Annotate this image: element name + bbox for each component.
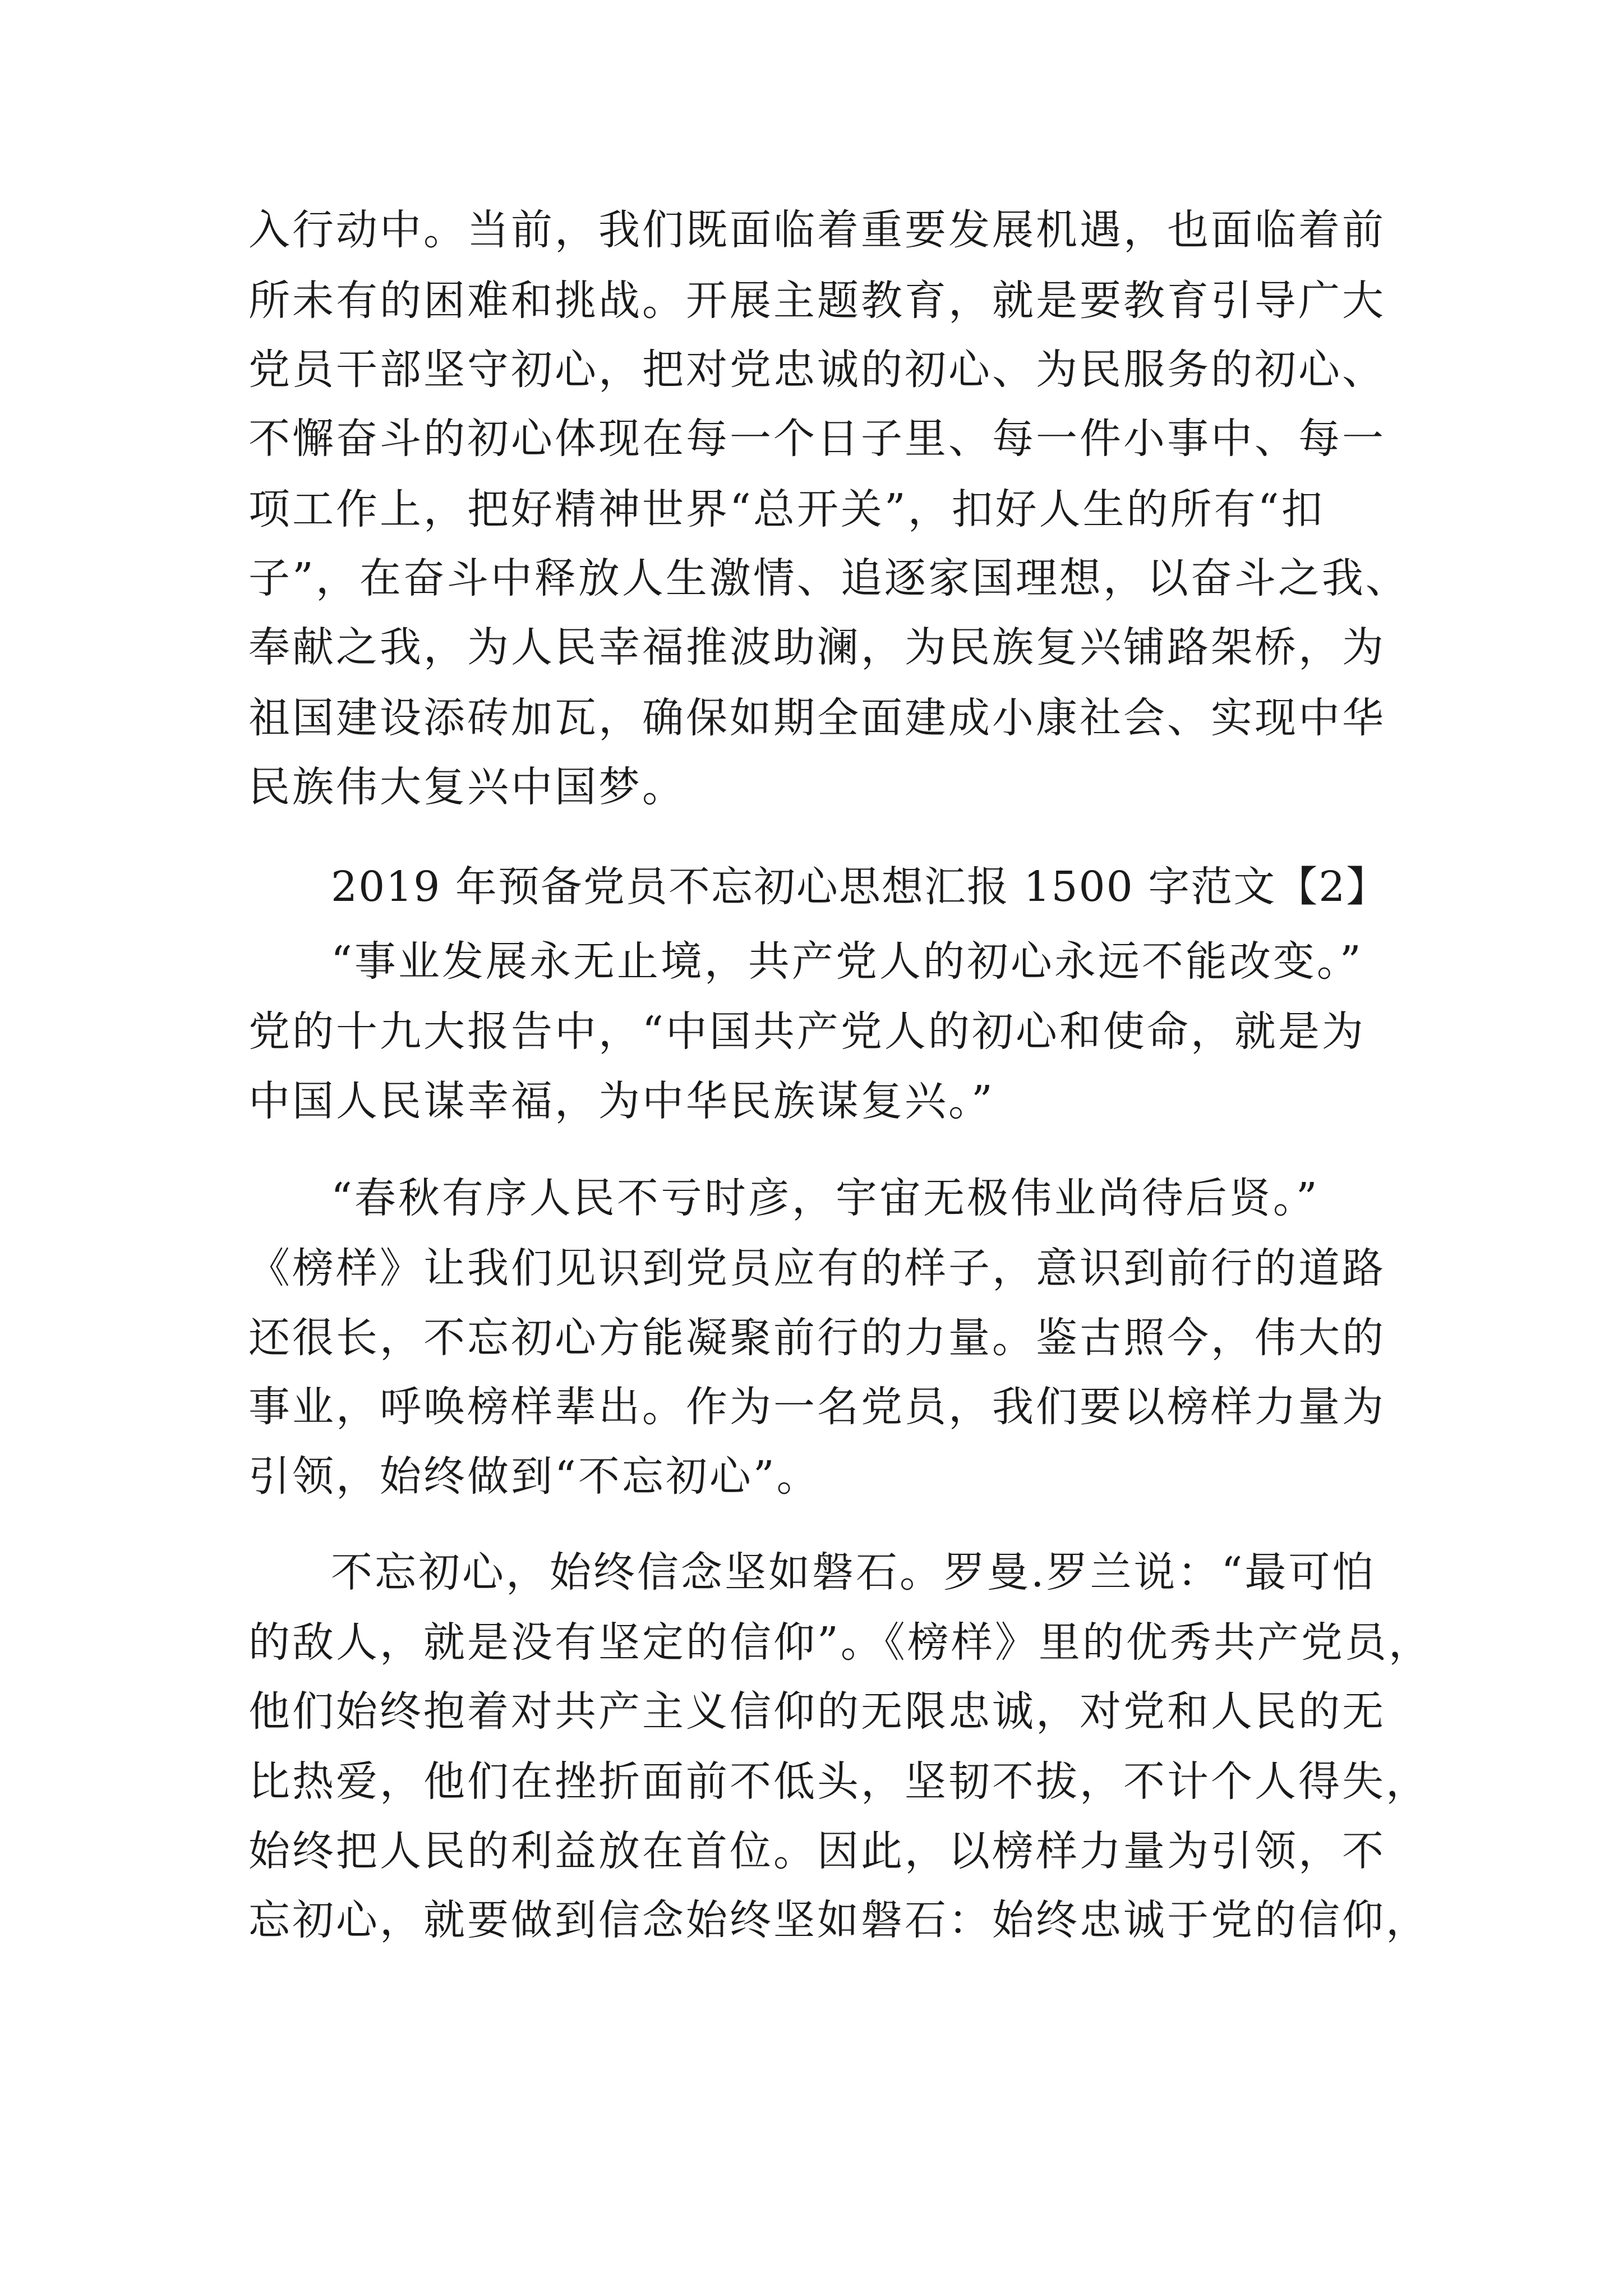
- text-line: 民族伟大复兴中国梦。: [248, 763, 686, 811]
- text-line: 党员干部坚守初心，把对党忠诚的初心、为民服务的初心、: [248, 346, 1386, 394]
- text-line: 祖国建设添砖加瓦，确保如期全面建成小康社会、实现中华: [248, 694, 1386, 742]
- text-line: 入行动中。当前，我们既面临着重要发展机遇，也面临着前: [248, 206, 1386, 254]
- text-line: 《榜样》让我们见识到党员应有的样子，意识到前行的道路: [248, 1244, 1386, 1292]
- text-line: 项工作上，把好精神世界“总开关”，扣好人生的所有“扣: [248, 485, 1325, 533]
- text-line: 不懈奋斗的初心体现在每一个日子里、每一件小事中、每一: [248, 415, 1386, 463]
- text-line: 他们始终抱着对共产主义信仰的无限忠诚，对党和人民的无: [248, 1687, 1386, 1736]
- text-line: 奉献之我，为人民幸福推波助澜，为民族复兴铺路架桥，为: [248, 623, 1386, 671]
- text-line: 所未有的困难和挑战。开展主题教育，就是要教育引导广大: [248, 277, 1386, 325]
- text-line: 还很长，不忘初心方能凝聚前行的力量。鉴古照今，伟大的: [248, 1314, 1386, 1362]
- text-line: 始终把人民的利益放在首位。因此，以榜样力量为引领，不: [248, 1827, 1386, 1875]
- section-heading: 2019 年预备党员不忘初心思想汇报 1500 字范文【2】: [331, 863, 1389, 911]
- text-line: 中国人民谋幸福，为中华民族谋复兴。”: [248, 1077, 995, 1125]
- text-line: 引领，始终做到“不忘初心”。: [248, 1452, 820, 1501]
- text-line: 的敌人，就是没有坚定的信仰”。《榜样》里的优秀共产党员，: [248, 1618, 1432, 1667]
- text-line: 比热爱，他们在挫折面前不低头，坚韧不拔，不计个人得失，: [248, 1757, 1430, 1806]
- text-line: 党的十九大报告中，“中国共产党人的初心和使命，就是为: [248, 1007, 1366, 1056]
- text-line: 事业，呼唤榜样辈出。作为一名党员，我们要以榜样力量为: [248, 1383, 1386, 1431]
- text-line: 子”，在奋斗中释放人生激情、追逐家国理想，以奋斗之我、: [248, 554, 1409, 602]
- text-line: 忘初心，就要做到信念始终坚如磐石：始终忠诚于党的信仰，: [248, 1896, 1430, 1944]
- paragraph-first-line: 不忘初心，始终信念坚如磐石。罗曼.罗兰说：“最可怕: [331, 1548, 1376, 1596]
- paragraph-first-line: “春秋有序人民不亏时彦，宇宙无极伟业尚待后贤。”: [331, 1174, 1320, 1222]
- paragraph-first-line: “事业发展永无止境，共产党人的初心永远不能改变。”: [331, 937, 1363, 986]
